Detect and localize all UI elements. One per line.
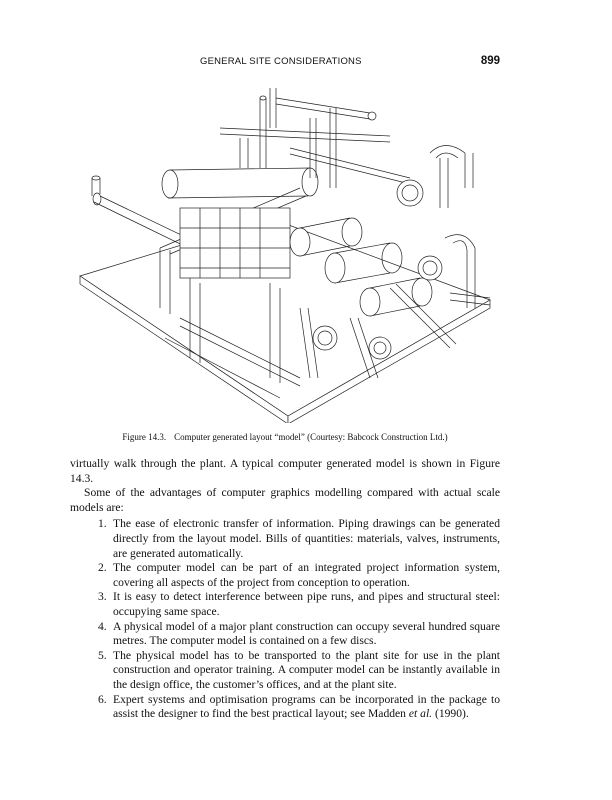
figure-number: Figure 14.3. xyxy=(122,432,167,442)
list-item xyxy=(70,620,500,649)
list-item-number: 1. xyxy=(98,517,107,531)
list-item-text: The physical model has to be transported to the plant site for use in the plant construction and operator training. A computer model can be instantly available in the design office, the customer’s offices, and at the plant site. xyxy=(113,648,500,691)
plant-layout-figure xyxy=(70,78,510,423)
advantages-list xyxy=(70,517,500,721)
drum xyxy=(162,168,318,198)
list-item xyxy=(70,561,500,590)
citation-year: (1990). xyxy=(432,707,469,721)
paragraph-2: Some of the advantages of computer graphics modelling compared with actual scale models are: xyxy=(70,486,500,514)
list-item-number: 5. xyxy=(98,648,107,662)
list-item-text: It is easy to detect interference between pipe runs, and pipes and structural steel: occupying same space. xyxy=(113,590,500,618)
figure-caption xyxy=(70,432,500,442)
body-text xyxy=(70,457,500,722)
page-header xyxy=(70,56,500,70)
page-number: 899 xyxy=(480,55,500,67)
running-head: GENERAL SITE CONSIDERATIONS xyxy=(200,56,362,67)
paragraph-1: virtually walk through the plant. A typical computer generated model is shown in Figure 14.3. xyxy=(70,457,500,485)
list-item xyxy=(70,517,500,561)
list-item-number: 4. xyxy=(98,619,107,633)
list-item-text: A physical model of a major plant construction can occupy several hundred square metres. The computer model is contained on a few discs. xyxy=(113,619,500,648)
figure-caption-text: Computer generated layout “model” (Courtesy: Babcock Construction Ltd.) xyxy=(174,432,448,442)
list-item-text: The ease of electronic transfer of information. Piping drawings can be generated directly from the layout model. Bills of quantities: materials, valves, instruments, are generated automatically. xyxy=(113,517,500,560)
upper-pipes xyxy=(220,88,410,188)
list-item xyxy=(70,649,500,693)
list-item-text: The computer model can be part of an integrated project information system, covering all aspects of the project from conception to operation. xyxy=(113,561,500,589)
list-item xyxy=(70,693,500,722)
citation-etal: et al. xyxy=(408,707,433,721)
list-item-number: 3. xyxy=(98,590,107,604)
list-item-number: 6. xyxy=(98,692,107,706)
list-item-number: 2. xyxy=(98,561,107,575)
list-item-text: Expert systems and optimisation programs can be incorporated in the package to assist the designer to find the best practical layout; see Madden xyxy=(113,692,500,721)
list-item xyxy=(70,590,500,619)
